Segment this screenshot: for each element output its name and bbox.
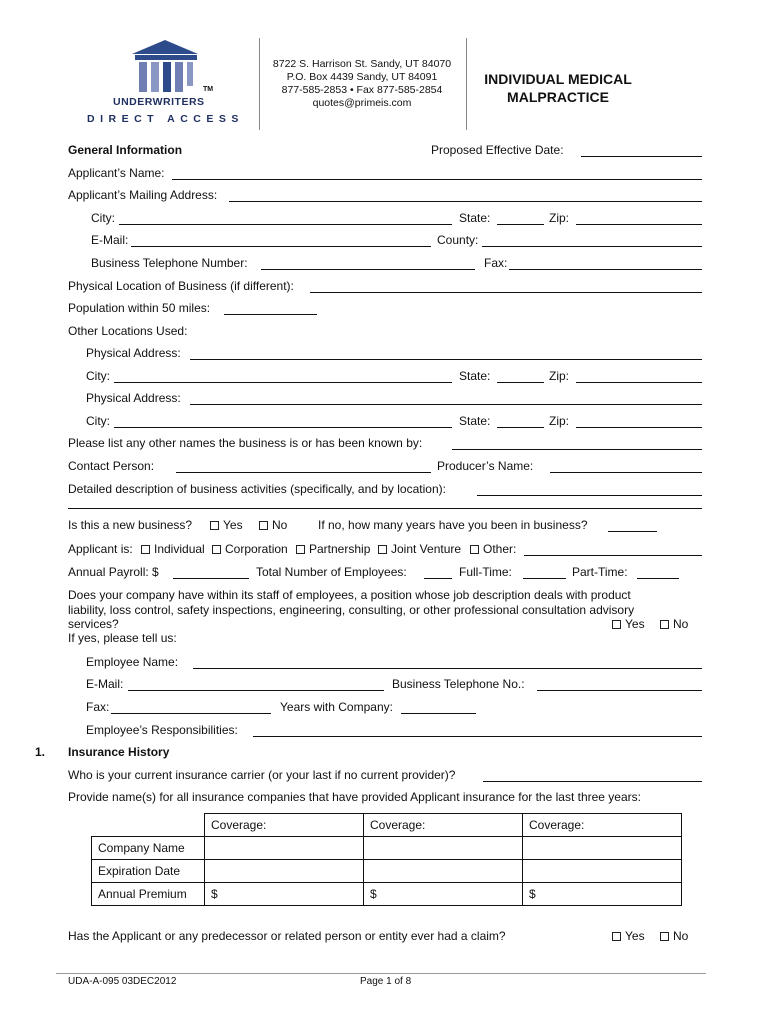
physical-address-field[interactable]: [190, 359, 702, 360]
table-cell[interactable]: [523, 837, 682, 860]
other-option[interactable]: [470, 542, 516, 556]
page-number: Page 1 of 8: [360, 976, 412, 987]
checkbox[interactable]: [378, 545, 387, 554]
yes-label: Yes: [625, 929, 645, 943]
city-label: City:: [91, 211, 115, 225]
claim-no[interactable]: [660, 929, 688, 943]
other-names-field[interactable]: [452, 449, 702, 450]
checkbox[interactable]: [212, 545, 221, 554]
table-cell[interactable]: [364, 837, 523, 860]
applicant-is-label: Applicant is:: [68, 542, 133, 556]
contact-person-label: Contact Person:: [68, 459, 155, 473]
checkbox[interactable]: [141, 545, 150, 554]
table-row: [92, 883, 682, 906]
coverage-header: Coverage:: [364, 814, 523, 837]
address-line: P.O. Box 4439 Sandy, UT 84091: [286, 71, 438, 83]
title-line: MALPRACTICE: [507, 89, 609, 105]
new-business-label: Is this a new business?: [68, 518, 193, 532]
header-divider-left: [259, 38, 260, 130]
years-in-business-field[interactable]: [608, 531, 657, 532]
company-logo: [85, 36, 245, 128]
form-id: UDA-A-095 03DEC2012: [68, 976, 177, 987]
staff-yes[interactable]: [612, 617, 645, 631]
no-label: No: [673, 929, 689, 943]
checkbox[interactable]: [259, 521, 268, 530]
no-label: No: [272, 518, 288, 532]
employee-phone-field[interactable]: [537, 690, 702, 691]
staff-question-line1: Does your company have within its staff of employees, a position whose job description deals with product: [68, 588, 631, 602]
mailing-address-field[interactable]: [229, 201, 702, 202]
address-line: 8722 S. Harrison St. Sandy, UT 84070: [272, 58, 452, 70]
state-label: State:: [459, 414, 491, 428]
partnership-option[interactable]: [296, 542, 370, 556]
staff-question-line3: services?: [68, 617, 119, 631]
email-label: E-Mail:: [91, 233, 129, 247]
joint-venture-option[interactable]: [378, 542, 461, 556]
row-label: Annual Premium: [92, 883, 205, 906]
fax-label: Fax:: [484, 256, 508, 270]
carrier-field[interactable]: [483, 781, 702, 782]
email-field[interactable]: [131, 246, 431, 247]
if-yes-label: If yes, please tell us:: [68, 631, 177, 645]
mailing-address-label: Applicant’s Mailing Address:: [68, 188, 218, 202]
row-label: Expiration Date: [92, 860, 205, 883]
carrier-question: Who is your current insurance carrier (or your last if no current provider)?: [68, 768, 456, 782]
part-time-label: Part-Time:: [572, 565, 628, 579]
city-field[interactable]: [119, 224, 452, 225]
table-cell[interactable]: [364, 860, 523, 883]
effective-date-field[interactable]: [581, 156, 702, 157]
option-label: Individual: [154, 542, 205, 556]
zip-label: Zip:: [549, 414, 570, 428]
table-cell[interactable]: [205, 837, 364, 860]
state-label: State:: [459, 369, 491, 383]
applicant-name-field[interactable]: [172, 179, 702, 180]
row-label: Company Name: [92, 837, 205, 860]
logo-line1: UNDERWRITERS: [113, 96, 205, 108]
trademark: TM: [203, 86, 214, 93]
county-label: County:: [437, 233, 479, 247]
effective-date-label: Proposed Effective Date:: [431, 143, 564, 157]
physical-address-label: Physical Address:: [86, 391, 181, 405]
state-label: State:: [459, 211, 491, 225]
other-field[interactable]: [524, 555, 702, 556]
checkbox[interactable]: [612, 932, 621, 941]
employee-name-label: Employee Name:: [86, 655, 179, 669]
city-field[interactable]: [114, 382, 452, 383]
provide-names-label: Provide name(s) for all insurance companies that have provided Applicant insurance for the last three years:: [68, 790, 641, 804]
checkbox[interactable]: [660, 932, 669, 941]
staff-question-line2: liability, loss control, safety inspections, engineering, consulting, or other professional consultation advisory: [68, 603, 635, 617]
new-business-no[interactable]: [259, 518, 287, 532]
fax-field[interactable]: [509, 269, 702, 270]
business-phone-field[interactable]: [261, 269, 475, 270]
state-field[interactable]: [497, 427, 544, 428]
claim-question: Has the Applicant or any predecessor or related person or entity ever had a claim?: [68, 929, 506, 943]
state-field[interactable]: [497, 382, 544, 383]
individual-option[interactable]: [141, 542, 205, 556]
employee-fax-field[interactable]: [111, 713, 271, 714]
header-divider-right: [466, 38, 467, 130]
employee-phone-label: Business Telephone No.:: [392, 677, 525, 691]
zip-field[interactable]: [576, 382, 702, 383]
table-row: [92, 837, 682, 860]
annual-payroll-label: Annual Payroll: $: [68, 565, 159, 579]
other-locations-label: Other Locations Used:: [68, 324, 188, 338]
new-business-yes[interactable]: [210, 518, 243, 532]
total-employees-label: Total Number of Employees:: [256, 565, 407, 579]
option-label: Joint Venture: [391, 542, 462, 556]
yes-label: Yes: [223, 518, 243, 532]
coverage-header: Coverage:: [523, 814, 682, 837]
business-phone-label: Business Telephone Number:: [91, 256, 248, 270]
claim-yes[interactable]: [612, 929, 645, 943]
total-employees-field[interactable]: [424, 578, 452, 579]
years-in-business-label: If no, how many years have you been in business?: [318, 518, 588, 532]
physical-location-label: Physical Location of Business (if different):: [68, 279, 294, 293]
description-field[interactable]: [477, 495, 702, 496]
zip-field[interactable]: [576, 427, 702, 428]
zip-field[interactable]: [576, 224, 702, 225]
zip-label: Zip:: [549, 211, 570, 225]
address-line: 877-585-2853 • Fax 877-585-2854: [281, 84, 443, 96]
form-title: [478, 70, 638, 106]
option-label: Corporation: [225, 542, 288, 556]
corporation-option[interactable]: [212, 542, 288, 556]
address-line: quotes@primeis.com: [312, 97, 412, 109]
responsibilities-field[interactable]: [253, 736, 702, 737]
checkbox[interactable]: [660, 620, 669, 629]
section-heading-insurance: Insurance History: [68, 745, 170, 759]
city-label: City:: [86, 414, 110, 428]
table-cell[interactable]: $: [205, 883, 364, 906]
physical-location-field[interactable]: [310, 292, 702, 293]
annual-payroll-field[interactable]: [173, 578, 249, 579]
table-cell[interactable]: [523, 860, 682, 883]
full-time-label: Full-Time:: [459, 565, 512, 579]
title-line: INDIVIDUAL MEDICAL: [484, 71, 632, 87]
city-label: City:: [86, 369, 110, 383]
logo-line2: DIRECT ACCESS: [87, 113, 244, 125]
section-heading-general: General Information: [68, 143, 183, 157]
address-block: [262, 58, 462, 110]
description-field-line2[interactable]: [68, 508, 702, 509]
county-field[interactable]: [482, 246, 702, 247]
years-with-company-field[interactable]: [401, 713, 476, 714]
zip-label: Zip:: [549, 369, 570, 383]
option-label: Other:: [483, 542, 517, 556]
section-number: 1.: [35, 745, 46, 759]
table-corner: [92, 814, 205, 837]
responsibilities-label: Employee’s Responsibilities:: [86, 723, 238, 737]
table-cell[interactable]: $: [364, 883, 523, 906]
table-header-row: [92, 814, 682, 837]
table-cell[interactable]: [205, 860, 364, 883]
producer-name-label: Producer’s Name:: [437, 459, 534, 473]
table-row: [92, 860, 682, 883]
physical-address-field[interactable]: [190, 404, 702, 405]
years-with-company-label: Years with Company:: [280, 700, 393, 714]
footer-divider: [56, 973, 706, 974]
part-time-field[interactable]: [637, 578, 679, 579]
staff-no[interactable]: [660, 617, 688, 631]
employee-name-field[interactable]: [193, 668, 702, 669]
checkbox[interactable]: [296, 545, 305, 554]
checkbox[interactable]: [470, 545, 479, 554]
employee-fax-label: Fax:: [86, 700, 110, 714]
description-label: Detailed description of business activities (specifically, and by location):: [68, 482, 446, 496]
employee-email-field[interactable]: [128, 690, 384, 691]
state-field[interactable]: [497, 224, 544, 225]
population-label: Population within 50 miles:: [68, 301, 211, 315]
producer-name-field[interactable]: [550, 472, 702, 473]
no-label: No: [673, 617, 689, 631]
population-field[interactable]: [224, 314, 317, 315]
other-names-label: Please list any other names the business is or has been known by:: [68, 436, 423, 450]
insurance-history-table: [91, 813, 682, 906]
physical-address-label: Physical Address:: [86, 346, 181, 360]
coverage-header: Coverage:: [205, 814, 364, 837]
city-field[interactable]: [114, 427, 452, 428]
full-time-field[interactable]: [523, 578, 566, 579]
contact-person-field[interactable]: [176, 472, 431, 473]
option-label: Partnership: [309, 542, 371, 556]
yes-label: Yes: [625, 617, 645, 631]
checkbox[interactable]: [612, 620, 621, 629]
employee-email-label: E-Mail:: [86, 677, 124, 691]
checkbox[interactable]: [210, 521, 219, 530]
table-cell[interactable]: $: [523, 883, 682, 906]
applicant-name-label: Applicant’s Name:: [68, 166, 165, 180]
